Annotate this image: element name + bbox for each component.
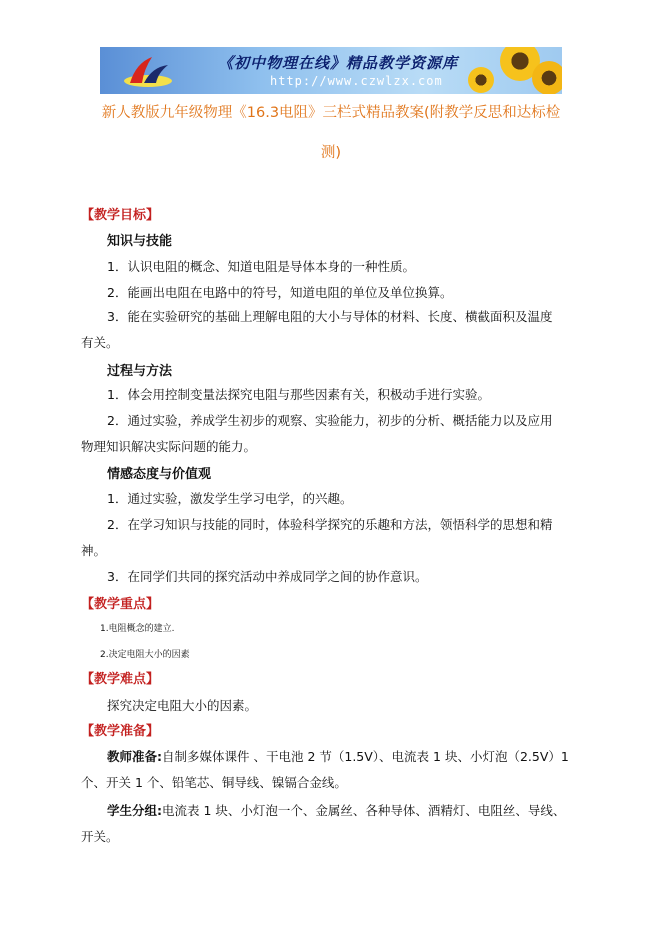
knowledge-item: 3．能在实验研究的基础上理解电阻的大小与导体的材料、长度、横截面积及温度	[107, 309, 553, 324]
key-point-item: 1.电阻概念的建立.	[100, 624, 175, 634]
process-item: 1．体会用控制变量法探究电阻与那些因素有关，积极动手进行实验。	[107, 387, 490, 402]
student-items: 电流表 1 块、小灯泡一个、金属丝、各种导体、酒精灯、电阻丝、导线、	[162, 803, 566, 818]
student-preparation	[107, 801, 565, 819]
student-label: 学生分组:	[107, 803, 162, 818]
attitude-item: 神。	[81, 543, 107, 558]
banner-url[interactable]: http://www.czwlzx.com	[270, 74, 443, 88]
process-item: 2．通过实验，养成学生初步的观察、实验能力，初步的分析、概括能力以及应用	[107, 413, 553, 428]
attitude-item: 3．在同学们共同的探究活动中养成同学之间的协作意识。	[107, 569, 428, 584]
teacher-preparation	[107, 747, 569, 765]
title-line-2: 测)	[320, 145, 342, 161]
teacher-label: 教师准备:	[107, 749, 162, 764]
title-line-1: 新人教版九年级物理《16.3电阻》三栏式精品教案(附教学反思和达标检	[101, 105, 561, 121]
attitude-item: 1．通过实验，激发学生学习电学，的兴趣。	[107, 491, 353, 506]
knowledge-item: 2．能画出电阻在电路中的符号，知道电阻的单位及单位换算。	[107, 285, 453, 300]
difficulty-heading: 【教学难点】	[81, 672, 160, 687]
process-heading: 过程与方法	[107, 364, 173, 379]
key-points-heading: 【教学重点】	[81, 597, 160, 612]
header-banner	[100, 47, 562, 94]
preparation-heading: 【教学准备】	[81, 724, 160, 739]
sunflower-decoration	[468, 67, 494, 93]
teacher-items: 自制多媒体课件 、干电池 2 节（1.5V）、电流表 1 块、小灯泡（2.5V）1	[162, 749, 569, 764]
knowledge-item: 有关。	[81, 335, 119, 350]
document-title	[75, 98, 587, 168]
attitude-heading: 情感态度与价值观	[107, 467, 212, 482]
objectives-heading: 【教学目标】	[81, 208, 160, 223]
knowledge-heading: 知识与技能	[107, 234, 173, 249]
sunflower-decoration	[532, 61, 562, 94]
process-item: 物理知识解决实际问题的能力。	[81, 439, 257, 454]
banner-title: 《初中物理在线》精品教学资源库	[218, 54, 459, 72]
student-items-cont: 开关。	[81, 829, 119, 844]
difficulty-text: 探究决定电阻大小的因素。	[107, 698, 258, 713]
logo-icon	[122, 53, 174, 89]
key-point-item: 2.决定电阻大小的因素	[100, 650, 190, 660]
teacher-items-cont: 个、开关 1 个、铅笔芯、铜导线、镍镉合金线。	[81, 775, 347, 790]
knowledge-item: 1．认识电阻的概念、知道电阻是导体本身的一种性质。	[107, 259, 415, 274]
attitude-item: 2．在学习知识与技能的同时，体验科学探究的乐趣和方法，领悟科学的思想和精	[107, 517, 553, 532]
